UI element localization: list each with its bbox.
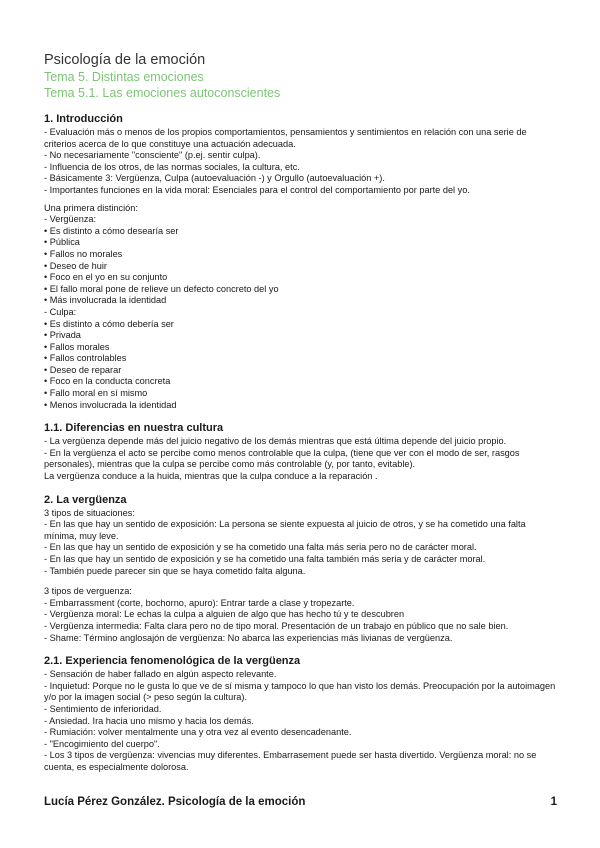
list-item: • Pública <box>44 237 80 248</box>
distinction-list <box>44 214 559 411</box>
text-line: La vergüenza conduce a la huida, mientras que la culpa conduce a la reparación . <box>44 471 378 482</box>
list-item: • Más involucrada la identidad <box>44 295 167 306</box>
paragraph: - Los 3 tipos de vergüenza: vivencias muy diferentes. Embarrasement puede ser hasta divertido. Vergüenza moral: no se cuenta, es especialmente dolorosa. <box>44 750 537 772</box>
list-item: - Vergüenza: <box>44 214 97 225</box>
list-item: • Fallos controlables <box>44 353 127 364</box>
document-body <box>44 113 559 774</box>
text-line: - En las que hay un sentido de exposición y se ha cometido una falta también más seria y de carácter moral. <box>44 554 486 564</box>
text-line: - Básicamente 3: Vergüenza, Culpa (autoevaluación -) y Orgullo (autoevaluación +). <box>44 173 385 184</box>
paragraph: - Evaluación más o menos de los propios comportamientos, pensamientos y sentimientos en relación con una serie de criterios acerca de lo que constituye una actuación adecuada. <box>44 127 527 149</box>
list-item: • Privada <box>44 330 81 341</box>
list-item: • Fallos morales <box>44 341 110 352</box>
text-line: - También puede parecer sin que se haya cometido falta alguna. <box>44 565 306 576</box>
document-header <box>44 51 280 101</box>
paragraph: - En las que hay un sentido de exposición: La persona se siente expuesta al juicio de otros, y se ha cometido una falta mínima, muy leve. <box>44 519 526 541</box>
text-line: - Shame: Término anglosajón de vergüenza: No abarca las experiencias más livianas de vergüenza. <box>44 632 453 643</box>
list-item: - Culpa: <box>44 306 77 317</box>
section-heading-experiencia: 2.1. Experiencia fenomenológica de la vergüenza <box>44 655 301 668</box>
text-line: - Vergüenza intermedia: Falta clara pero no de tipo moral. Presentación de un trabajo en público que no sale bien. <box>44 620 509 631</box>
text-line: - Influencia de los otros, de las normas sociales, la cultura, etc. <box>44 161 300 172</box>
text-line: - "Encogimiento del cuerpo". <box>44 738 160 749</box>
text-line: - Ansiedad. Ira hacia uno mismo y hacia los demás. <box>44 715 254 726</box>
list-intro: 3 tipos de situaciones: <box>44 507 135 518</box>
list-item: • Es distinto a cómo debería ser <box>44 318 174 329</box>
text-line: - Sentimiento de inferioridad. <box>44 703 162 714</box>
paragraph: - En la vergüenza el acto se percibe como menos controlable que la culpa, (tiene que ver con el modo de ser, rasgos personales), mientras que la culpa se percibe como más controlable (y, por tanto, evitable). <box>44 447 520 470</box>
text-line: - No necesariamente "consciente" (p.ej. sentir culpa). <box>44 150 261 161</box>
list-item: • Fallos no morales <box>44 248 123 259</box>
paragraph: - Inquietud: Porque no le gusta lo que ve de sí misma y tampoco lo que han visto los demás. Preocupación por la autoimagen y/o por la imagen social (> peso según la cultura). <box>44 680 556 703</box>
list-item: • Deseo de reparar <box>44 364 122 375</box>
subtopic-title: Tema 5.1. Las emociones autoconscientes <box>44 86 281 100</box>
list-item: • Foco en el yo en su conjunto <box>44 272 168 283</box>
text-line: - Vergüenza moral: Le echas la culpa a alguien de algo que has hecho tú y te descubren <box>44 609 405 620</box>
text-line: - Embarrassment (corte, bochorno, apuro): Entrar tarde a clase y tropezarte. <box>44 597 355 608</box>
page-number: 1 <box>550 796 557 808</box>
section-heading-verguenza: 2. La vergüenza <box>44 493 127 506</box>
list-intro: 3 tipos de verguenza: <box>44 586 132 597</box>
list-item: • Foco en la conducta concreta <box>44 376 171 387</box>
text-line: - Sensación de haber fallado en algún aspecto relevante. <box>44 669 277 680</box>
document-title: Psicología de la emoción <box>44 52 206 68</box>
list-item: • Menos involucrada la identidad <box>44 399 177 410</box>
text-line: - Importantes funciones en la vida moral: Esenciales para el control del comportamiento por parte del yo. <box>44 184 470 195</box>
list-intro: Una primera distinción: <box>44 202 138 213</box>
footer-author: Lucía Pérez González. Psicología de la emoción <box>44 796 306 808</box>
page-footer <box>44 796 557 812</box>
list-item: • Fallo moral en sí mismo <box>44 388 148 399</box>
topic-title: Tema 5. Distintas emociones <box>44 70 204 84</box>
text-line: - Rumiación: volver mentalmente una y otra vez al evento desencadenante. <box>44 727 352 738</box>
list-item: • Es distinto a cómo desearía ser <box>44 225 179 236</box>
text-line: - En las que hay un sentido de exposición y se ha cometido una falta más seria pero no de carácter moral. <box>44 542 477 553</box>
list-item: • El fallo moral pone de relieve un defecto concreto del yo <box>44 283 279 294</box>
section-heading-diferencias: 1.1. Diferencias en nuestra cultura <box>44 422 224 435</box>
section-heading-introduccion: 1. Introducción <box>44 113 123 125</box>
text-line: - La vergüenza depende más del juicio negativo de los demás mientras que está última depende del juicio propio. <box>44 436 507 447</box>
list-item: • Deseo de huir <box>44 260 107 271</box>
